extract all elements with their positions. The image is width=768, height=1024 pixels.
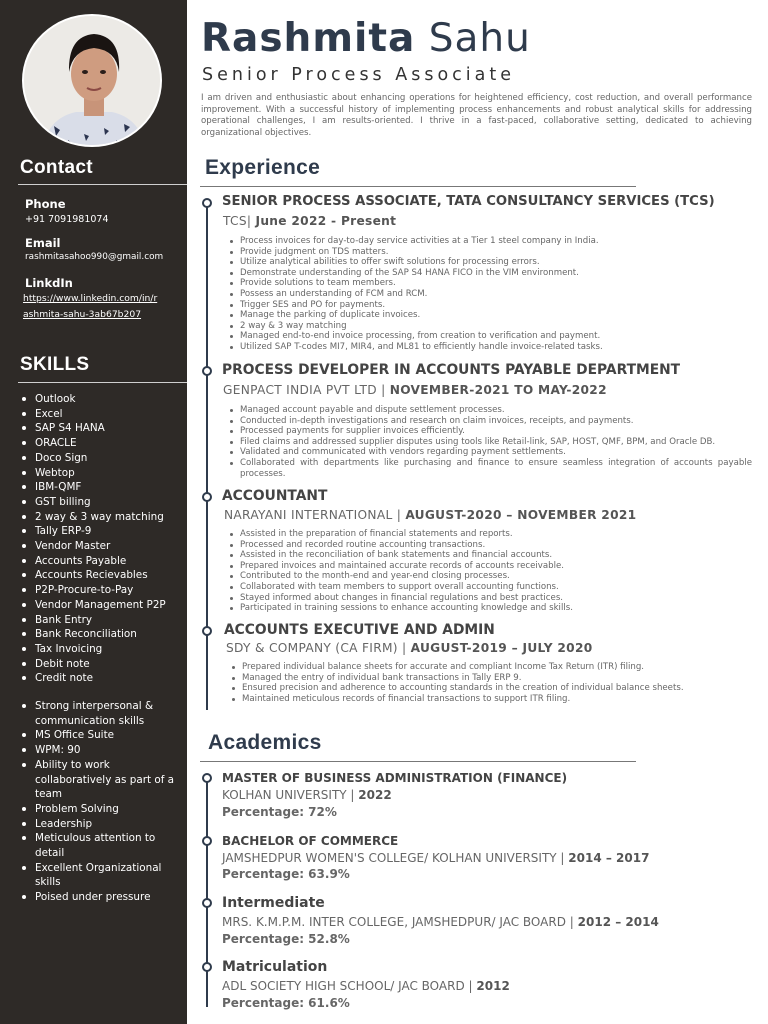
skill-item: Bank Reconciliation (20, 627, 180, 642)
skills-list (20, 392, 180, 686)
timeline-dot (202, 492, 212, 502)
bullet-item: Managed account payable and dispute settlement processes. (226, 405, 752, 416)
bullet-item: Managed end-to-end invoice processing, from creation to verification and payment. (226, 331, 752, 342)
timeline-dot (202, 366, 212, 376)
degree-title: BACHELOR OF COMMERCE (222, 834, 399, 848)
bullet-item: Demonstrate understanding of the SAP S4 HANA FICO in the VIM environment. (226, 268, 752, 279)
skill-item: Excel (20, 407, 180, 422)
job-title: ACCOUNTANT (222, 488, 328, 504)
percentage: Percentage: 52.8% (222, 932, 350, 946)
job-company (224, 508, 636, 522)
bullet-item: Utilized SAP T-codes MI7, MIR4, and ML81 to efficiently handle invoice-related tasks. (226, 342, 752, 353)
bullet-item: Assisted in the reconciliation of bank statements and financial accounts. (226, 550, 752, 561)
timeline-line (206, 782, 208, 1007)
academic-year: 2012 (476, 979, 510, 993)
institution (222, 788, 392, 802)
academic-year: 2014 – 2017 (568, 851, 650, 865)
job-role: Senior Process Associate (202, 65, 515, 85)
job-title: SENIOR PROCESS ASSOCIATE, TATA CONSULTANCY SERVICES (TCS) (222, 194, 715, 209)
job-dates: AUGUST-2019 – JULY 2020 (410, 641, 593, 655)
linkedin-link-line[interactable]: https://www.linkedin.com/in/r (23, 293, 158, 304)
skill-item: ORACLE (20, 436, 180, 451)
timeline-dot (202, 898, 212, 908)
bullet-item: Validated and communicated with vendors regarding payment settlements. (226, 447, 752, 458)
bullet-item: Process invoices for day-to-day service activities at a Tier 1 steel company in India. (226, 236, 752, 247)
email-value[interactable]: rashmitasahoo990@gmail.com (25, 252, 164, 262)
last-name: Sahu (428, 16, 531, 61)
first-name: Rashmita (201, 16, 416, 61)
skill-item: Doco Sign (20, 451, 180, 466)
percentage: Percentage: 61.6% (222, 996, 350, 1010)
experience-heading: Experience (205, 156, 321, 179)
linkedin-link[interactable] (23, 291, 173, 323)
job-dates: June 2022 - Present (255, 214, 397, 228)
bullet-item: Collaborated with team members to support overall accounting functions. (226, 582, 752, 593)
institution-name: MRS. K.M.P.M. INTER COLLEGE, JAMSHEDPUR/ JAC BOARD | (222, 915, 574, 929)
bullet-item: Provide judgment on TDS matters. (226, 247, 752, 258)
bullet-item: Managed the entry of individual bank transactions in Tally ERP 9. (228, 673, 752, 684)
linkedin-link-line[interactable]: ashmita-sahu-3ab67b207 (23, 309, 142, 320)
timeline-dot (202, 626, 212, 636)
skill-item: MS Office Suite (20, 728, 180, 743)
skill-item: Poised under pressure (20, 890, 180, 905)
bullet-item: Utilize analytical abilities to offer swift solutions for processing errors. (226, 257, 752, 268)
institution (222, 915, 659, 929)
skill-item: IBM-QMF (20, 480, 180, 495)
profile-summary: I am driven and enthusiastic about enhancing operations for heightened efficiency, cost reduction, and overall performance improvement. With a successful history of implementing process enhancements and robust analytical skills for addressing operational challenges, I am results-oriented. I thrive in a fast-paced, collaborative setting, dedicated to achieving organizational objectives. (201, 93, 752, 138)
skill-item: Outlook (20, 392, 180, 407)
bullet-item: Conducted in-depth investigations and research on claim invoices, receipts, and payments. (226, 416, 752, 427)
company-name: TCS| (223, 214, 252, 228)
timeline-dot (202, 198, 212, 208)
skill-item: Tally ERP-9 (20, 524, 180, 539)
bullet-item: Ensured precision and adherence to accounting standards in the creation of individual balance sheets. (228, 683, 752, 694)
full-name (201, 16, 531, 61)
skill-item: Accounts Payable (20, 554, 180, 569)
skill-item: Ability to work collaboratively as part of a team (20, 758, 180, 802)
bullet-item: 2 way & 3 way matching (226, 321, 752, 332)
skill-item: Vendor Management P2P (20, 598, 180, 613)
academic-year: 2012 – 2014 (577, 915, 659, 929)
job-company (223, 383, 607, 397)
contact-heading: Contact (20, 157, 93, 178)
bullet-item: Prepared invoices and maintained accurate records of accounts receivable. (226, 561, 752, 572)
institution-name: ADL SOCIETY HIGH SCHOOL/ JAC BOARD | (222, 979, 473, 993)
skill-item: 2 way & 3 way matching (20, 510, 180, 525)
bullet-item: Filed claims and addressed supplier disputes using tools like Retail-link, SAP, HOST, QMF, BPM, and Oracle DB. (226, 437, 752, 448)
sidebar (0, 0, 187, 1024)
skill-item: Vendor Master (20, 539, 180, 554)
skill-item: Bank Entry (20, 613, 180, 628)
degree-title: Intermediate (222, 895, 325, 911)
job-title: ACCOUNTS EXECUTIVE AND ADMIN (224, 622, 495, 638)
company-name: NARAYANI INTERNATIONAL | (224, 508, 402, 522)
job-title: PROCESS DEVELOPER IN ACCOUNTS PAYABLE DEPARTMENT (222, 362, 681, 378)
skill-item: Meticulous attention to detail (20, 831, 180, 860)
skill-item: Problem Solving (20, 802, 180, 817)
job-bullets (226, 529, 752, 614)
linkedin-label: LinkdIn (25, 276, 73, 290)
bullet-item: Processed payments for supplier invoices efficiently. (226, 426, 752, 437)
skill-item: Tax Invoicing (20, 642, 180, 657)
divider (18, 184, 187, 185)
job-dates: AUGUST-2020 – NOVEMBER 2021 (405, 508, 637, 522)
academic-year: 2022 (358, 788, 392, 802)
bullet-item: Assisted in the preparation of financial statements and reports. (226, 529, 752, 540)
skill-item: Webtop (20, 466, 180, 481)
bullet-item: Prepared individual balance sheets for accurate and compliant Income Tax Return (ITR) filing. (228, 662, 752, 673)
skill-item: WPM: 90 (20, 743, 180, 758)
divider (200, 761, 636, 762)
skill-item: Strong interpersonal & communication skills (20, 699, 180, 728)
skill-item: Accounts Recievables (20, 568, 180, 583)
bullet-item: Stayed informed about changes in financial regulations and best practices. (226, 593, 752, 604)
job-bullets (226, 236, 752, 353)
bullet-item: Processed and recorded routine accounting transactions. (226, 540, 752, 551)
academics-heading: Academics (208, 731, 322, 754)
skill-item: GST billing (20, 495, 180, 510)
bullet-item: Possess an understanding of FCM and RCM. (226, 289, 752, 300)
bullet-item: Maintained meticulous records of financial transactions to support ITR filing. (228, 694, 752, 705)
percentage: Percentage: 63.9% (222, 867, 350, 881)
timeline-dot (202, 962, 212, 972)
job-bullets (228, 662, 752, 704)
divider (200, 186, 636, 187)
phone-value: +91 7091981074 (25, 214, 109, 225)
job-bullets (226, 405, 752, 479)
institution-name: JAMSHEDPUR WOMEN'S COLLEGE/ KOLHAN UNIVERSITY | (222, 851, 565, 865)
timeline-dot (202, 836, 212, 846)
bullet-item: Trigger SES and PO for payments. (226, 300, 752, 311)
bullet-item: Collaborated with departments like purchasing and finance to ensure seamless integration of accounts payable processes. (226, 458, 752, 479)
degree-title: Matriculation (222, 959, 328, 975)
institution (222, 979, 510, 993)
institution-name: KOLHAN UNIVERSITY | (222, 788, 355, 802)
soft-skills-list (20, 699, 180, 905)
bullet-item: Contributed to the month-end and year-end closing processes. (226, 571, 752, 582)
email-label: Email (25, 236, 61, 250)
profile-photo (22, 14, 162, 147)
company-name: SDY & COMPANY (CA FIRM) | (226, 641, 407, 655)
job-company (226, 641, 593, 655)
timeline-dot (202, 773, 212, 783)
skill-item: Excellent Organizational skills (20, 861, 180, 890)
bullet-item: Provide solutions to team members. (226, 278, 752, 289)
company-name: GENPACT INDIA PVT LTD | (223, 383, 386, 397)
skill-item: P2P-Procure-to-Pay (20, 583, 180, 598)
phone-label: Phone (25, 197, 66, 211)
skills-heading: SKILLS (20, 354, 90, 375)
bullet-item: Participated in training sessions to enhance accounting knowledge and skills. (226, 603, 752, 614)
skill-item: Leadership (20, 817, 180, 832)
percentage: Percentage: 72% (222, 805, 337, 819)
institution (222, 851, 649, 865)
divider (18, 382, 187, 383)
job-dates: NOVEMBER-2021 TO MAY-2022 (389, 383, 607, 397)
skill-item: Credit note (20, 671, 180, 686)
skill-item: Debit note (20, 657, 180, 672)
skill-item: SAP S4 HANA (20, 421, 180, 436)
degree-title: MASTER OF BUSINESS ADMINISTRATION (FINANCE) (222, 771, 568, 785)
bullet-item: Manage the parking of duplicate invoices. (226, 310, 752, 321)
job-company (223, 214, 396, 228)
